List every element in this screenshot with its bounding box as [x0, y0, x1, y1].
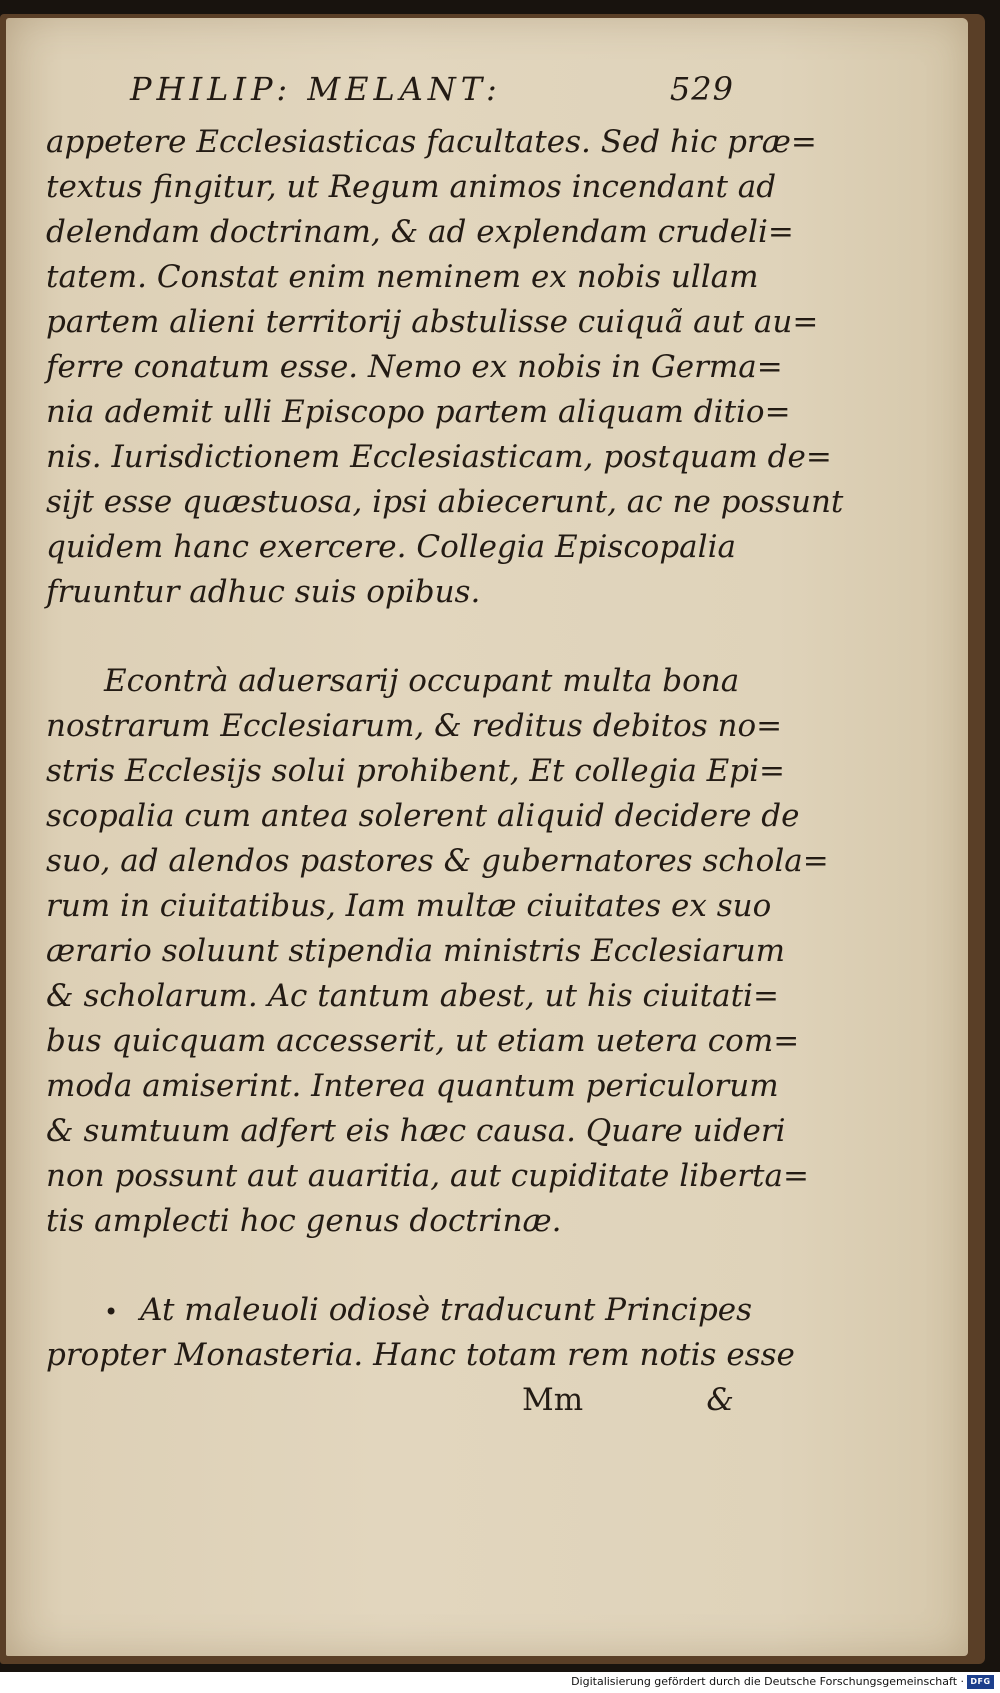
text-line: fruuntur adhuc suis opibus. — [46, 574, 481, 610]
text-line: ærario soluunt stipendia ministris Ecclesiarum — [46, 933, 786, 969]
text-line: partem alieni territorij abstulisse cuiquã aut au= — [46, 304, 819, 340]
paragraph-gap — [46, 615, 734, 659]
text-line: appetere Ecclesiasticas facultates. Sed hic præ= — [46, 124, 817, 160]
text-line: Econtrà aduersarij occupant multa bona — [104, 663, 740, 699]
paragraph-gap — [46, 1244, 734, 1288]
running-head: PHILIP: MELANT: — [130, 70, 502, 108]
page-number: 529 — [669, 70, 734, 108]
text-line: bus quicquam accesserit, ut etiam uetera com= — [46, 1023, 800, 1059]
text-line: delendam doctrinam, & ad explendam crudeli= — [46, 214, 794, 250]
digitization-footer — [0, 1672, 1000, 1693]
text-line: tatem. Constat enim neminem ex nobis ullam — [46, 259, 759, 295]
text-line: textus fingitur, ut Regum animos incendant ad — [46, 169, 777, 205]
text-line: sijt esse quæstuosa, ipsi abiecerunt, ac ne possunt — [46, 484, 844, 520]
text-line — [46, 1288, 753, 1333]
text-line: & sumtuum adfert eis hæc causa. Quare uideri — [46, 1113, 786, 1149]
text-line: non possunt aut auaritia, aut cupiditate liberta= — [46, 1158, 809, 1194]
text-line: rum in ciuitatibus, Iam multæ ciuitates ex suo — [46, 888, 772, 924]
paragraph-1 — [46, 120, 844, 615]
text-line: stris Ecclesijs solui prohibent, Et collegia Epi= — [46, 753, 786, 789]
text-line: nostrarum Ecclesiarum, & reditus debitos no= — [46, 708, 783, 744]
page-header — [46, 70, 734, 120]
text-line: tis amplecti hoc genus doctrinæ. — [46, 1203, 562, 1239]
text-line: nis. Iurisdictionem Ecclesiasticam, postquam de= — [46, 439, 832, 475]
text-line: ferre conatum esse. Nemo ex nobis in Germa= — [46, 349, 783, 385]
text-line: nia ademit ulli Episcopo partem aliquam ditio= — [46, 394, 791, 430]
paragraph-2 — [46, 659, 829, 1244]
text-line: scopalia cum antea solerent aliquid decidere de — [46, 798, 800, 834]
text-block — [46, 70, 844, 1423]
text-line: & scholarum. Ac tantum abest, ut his ciuitati= — [46, 978, 779, 1014]
text-line-content: At maleuoli odiosè traducunt Principes — [140, 1292, 753, 1328]
margin-mark: • — [104, 1298, 119, 1326]
signature-mark: Mm — [522, 1382, 584, 1418]
book-page — [6, 18, 968, 1656]
text-line: propter Monasteria. Hanc totam rem notis esse — [46, 1337, 795, 1373]
paragraph-3 — [46, 1288, 795, 1378]
text-line: suo, ad alendos pastores & gubernatores schola= — [46, 843, 829, 879]
funding-credit: Digitalisierung gefördert durch die Deutsche Forschungsgemeinschaft · — [571, 1675, 964, 1688]
catchword: & — [706, 1382, 734, 1418]
text-line: quidem hanc exercere. Collegia Episcopalia — [46, 529, 736, 565]
dfg-logo: DFG — [967, 1675, 994, 1689]
text-line: moda amiserint. Interea quantum periculorum — [46, 1068, 779, 1104]
catch-line — [46, 1378, 734, 1423]
